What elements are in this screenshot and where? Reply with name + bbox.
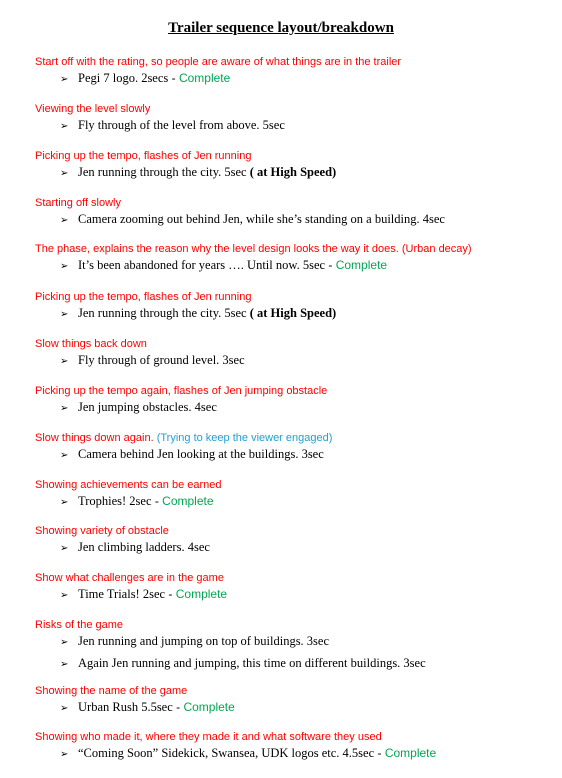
bullet-text: Jen running and jumping on top of buildings. 3sec: [78, 634, 330, 648]
bullet-item: [60, 634, 329, 649]
section-heading: [35, 243, 472, 255]
complete-status: Complete: [175, 587, 228, 601]
bullet-item: [60, 587, 227, 602]
section-heading: [35, 525, 169, 537]
bullet-item: [60, 540, 210, 555]
section-heading-text: Showing who made it, where they made it and what software they used: [35, 731, 382, 743]
bullet-item: [60, 71, 230, 86]
bullet-text: It’s been abandoned for years …. Until now. 5sec: [78, 258, 326, 272]
section-heading-text: Start off with the rating, so people are aware of what things are in the trailer: [35, 56, 402, 68]
arrow-bullet-icon: ➢: [60, 261, 69, 272]
bullet-text: Fly through of ground level. 3sec: [78, 353, 245, 367]
section-heading: [35, 572, 224, 584]
bullet-item: [60, 212, 445, 227]
bullet-dash: -: [374, 746, 385, 760]
bullet-dash: -: [172, 700, 184, 714]
section-heading: [35, 291, 251, 303]
bullet-item: [60, 353, 245, 368]
bullet-dash: -: [325, 258, 336, 272]
section-heading: [35, 731, 382, 743]
bullet-text: Time Trials! 2sec: [78, 587, 166, 601]
bullet-text: Urban Rush 5.5sec: [78, 700, 173, 714]
section-heading: [35, 479, 222, 491]
section-heading: [35, 103, 150, 115]
arrow-bullet-icon: ➢: [60, 450, 69, 461]
bullet-dash: -: [151, 494, 163, 508]
section-heading-text: Picking up the tempo again, flashes of Jen jumping obstacle: [35, 385, 328, 397]
bullet-item: [60, 656, 426, 671]
bullet-text: Again Jen running and jumping, this time on different buildings. 3sec: [78, 656, 426, 670]
bullet-dash: -: [168, 71, 179, 85]
arrow-bullet-icon: ➢: [60, 168, 69, 179]
bullet-item: [60, 118, 285, 133]
bullet-item: [60, 306, 336, 321]
bullet-item: [60, 746, 436, 761]
bullet-item: [60, 700, 235, 715]
bullet-text: Jen jumping obstacles. 4sec: [78, 400, 217, 414]
arrow-bullet-icon: ➢: [60, 749, 69, 760]
arrow-bullet-icon: ➢: [60, 590, 69, 601]
bullet-text: Camera behind Jen looking at the buildings. 3sec: [78, 447, 324, 461]
arrow-bullet-icon: ➢: [60, 637, 69, 648]
complete-status: Complete: [162, 494, 214, 508]
bullet-text: Camera zooming out behind Jen, while she’s standing on a building. 4sec: [78, 212, 445, 226]
section-heading-text: Showing the name of the game: [35, 685, 188, 697]
section-heading-text: Picking up the tempo, flashes of Jen running: [35, 150, 252, 162]
arrow-bullet-icon: ➢: [60, 121, 69, 132]
bullet-text: Pegi 7 logo. 2secs: [78, 71, 169, 85]
bullet-text: Jen climbing ladders. 4sec: [78, 540, 210, 554]
complete-status: Complete: [183, 700, 235, 714]
complete-status: Complete: [335, 258, 388, 272]
section-heading: [35, 432, 332, 444]
bullet-item: [60, 400, 217, 415]
complete-status: Complete: [384, 746, 437, 760]
bullet-text: “Coming Soon” Sidekick, Swansea, UDK logos etc. 4.5sec: [78, 746, 375, 760]
bullet-text: Jen running through the city. 5sec: [78, 306, 247, 320]
arrow-bullet-icon: ➢: [60, 543, 69, 554]
bullet-text: Fly through of the level from above. 5sec: [78, 118, 285, 132]
section-heading: [35, 56, 401, 68]
bullet-dash: -: [165, 587, 176, 601]
bullet-text: Trophies! 2sec: [78, 494, 152, 508]
section-heading: [35, 619, 123, 631]
arrow-bullet-icon: ➢: [60, 74, 69, 85]
section-heading-text: Starting off slowly: [35, 197, 122, 209]
bullet-item: [60, 258, 387, 273]
arrow-bullet-icon: ➢: [60, 703, 69, 714]
arrow-bullet-icon: ➢: [60, 659, 69, 670]
bullet-item: [60, 494, 214, 509]
section-heading: [35, 685, 187, 697]
section-note: (Trying to keep the viewer engaged): [156, 432, 333, 444]
section-heading: [35, 338, 147, 350]
bullet-item: [60, 447, 324, 462]
section-heading-text: Slow things down again.: [35, 432, 154, 444]
arrow-bullet-icon: ➢: [60, 309, 69, 320]
section-heading-text: Show what challenges are in the game: [35, 572, 224, 584]
arrow-bullet-icon: ➢: [60, 356, 69, 367]
section-heading: [35, 197, 121, 209]
section-heading-text: Viewing the level slowly: [35, 103, 151, 115]
bullet-emphasis: ( at High Speed): [249, 165, 337, 179]
section-heading-text: Showing variety of obstacle: [35, 525, 169, 537]
bullet-item: [60, 165, 336, 180]
bullet-emphasis: ( at High Speed): [249, 306, 337, 320]
arrow-bullet-icon: ➢: [60, 215, 69, 226]
section-heading-text: The phase, explains the reason why the level design looks the way it does. (Urban decay): [35, 243, 472, 255]
complete-status: Complete: [178, 71, 231, 85]
section-heading: [35, 150, 251, 162]
arrow-bullet-icon: ➢: [60, 497, 69, 508]
section-heading: [35, 385, 327, 397]
section-heading-text: Risks of the game: [35, 619, 124, 631]
arrow-bullet-icon: ➢: [60, 403, 69, 414]
section-heading-text: Slow things back down: [35, 338, 147, 350]
page-title: Trailer sequence layout/breakdown: [168, 20, 394, 36]
section-heading-text: Showing achievements can be earned: [35, 479, 222, 491]
section-heading-text: Picking up the tempo, flashes of Jen running: [35, 291, 252, 303]
bullet-text: Jen running through the city. 5sec: [78, 165, 247, 179]
